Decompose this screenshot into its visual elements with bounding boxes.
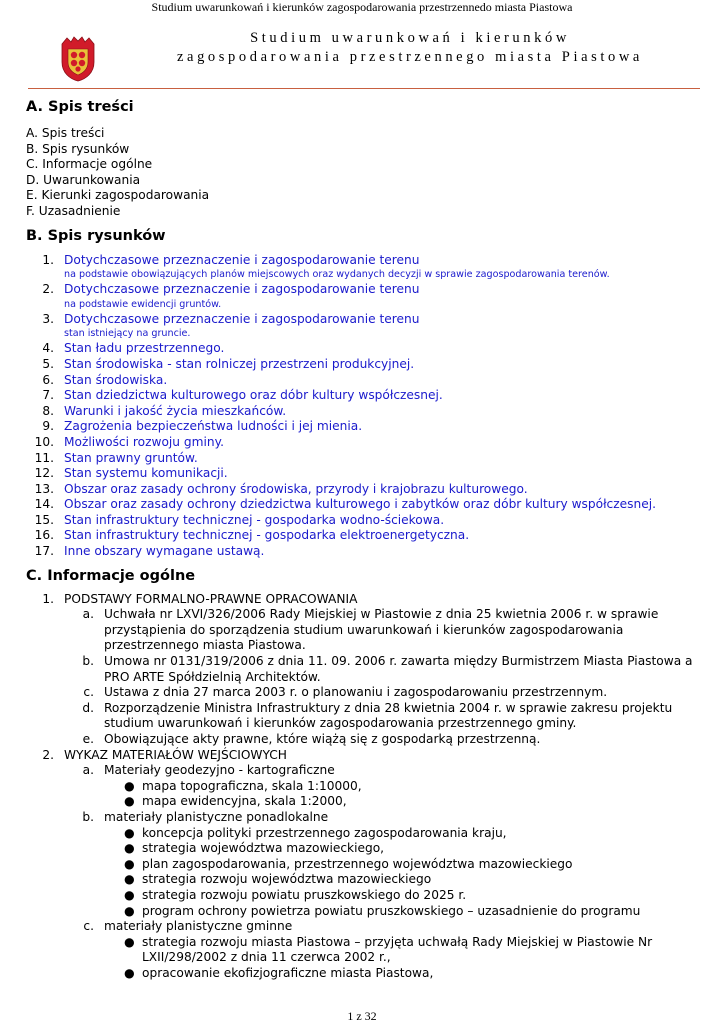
legal-item: a. Uchwała nr LXVI/326/2006 Rady Miejskiej w Piastowie z dnia 25 kwietnia 2006 r. w sprawie przystąpienia do sporządzenia studium uwarunkowań i kierunków zagospodarowania przestrzennego miasta Piastowa. (82, 607, 659, 653)
figure-item: 4. Stan ładu przestrzennego. (42, 341, 225, 356)
section-a-heading: A. Spis treści (26, 99, 134, 115)
figure-link[interactable]: Stan systemu komunikacji. (64, 466, 228, 481)
material-group-title: materiały planistyczne ponadlokalne (104, 809, 329, 824)
material-group-title: materiały planistyczne gminne (104, 919, 293, 934)
toc-item: E. Kierunki zagospodarowania (26, 188, 210, 203)
figure-subtitle: na podstawie ewidencji gruntów. (64, 298, 222, 310)
figure-link[interactable]: Obszar oraz zasady ochrony środowiska, przyrody i krajobrazu kulturowego. (64, 481, 528, 496)
figure-link[interactable]: Stan środowiska. (64, 372, 168, 387)
bullet-icon: ● (124, 934, 135, 949)
bullet-icon: ● (124, 841, 135, 856)
figure-link[interactable]: Dotychczasowe przeznaczenie i zagospodarowanie terenu (64, 311, 420, 326)
figure-item: 16. Stan infrastruktury technicznej - gospodarka elektroenergetyczna. (34, 528, 470, 543)
figure-link[interactable]: Inne obszary wymagane ustawą. (64, 544, 265, 559)
material-item: ● strategia rozwoju miasta Piastowa – przyjęta uchwałą Rady Miejskiej w Piastowie Nr LXII/298/2002 z dnia 11 czerwca 2002 r., (124, 934, 653, 965)
bullet-icon: ● (124, 856, 135, 871)
figure-item: 13. Obszar oraz zasady ochrony środowiska, przyrody i krajobrazu kulturowego. (34, 481, 528, 496)
figure-item: 15. Stan infrastruktury technicznej - gospodarka wodno-ściekowa. (34, 512, 445, 527)
toc-item: D. Uwarunkowania (26, 172, 141, 187)
legal-basis: 1. PODSTAWY FORMALNO-PRAWNE OPRACOWANIA a. Uchwała nr LXVI/326/2006 Rady Miejskiej w Piastowie z dnia 25 kwietnia 2006 r. w sprawie przystąpienia do sporządzenia studium uwarunkowań i kierunków zagospodarowania przestrzennego miasta Piastowa. b. Umowa nr 0131/319/2006 z dnia 11. 09. 2006 r. zawarta między Burmistrzem Miasta Piastowa a PRO ARTE Spółdzielnią Architektów. c. Ustawa z dnia 27 marca 2003 r. o planowaniu i zagospodarowaniu przestrzennym. d. Rozporządzenie Ministra Infrastruktury z dnia 28 kwietnia 2004 r. w sprawie zakresu projektu studium uwarunkowań i kierunków zagospodarowania przestrzennego gminy. e. Obowiązujące akty prawne, które wiążą się z gospodarką przestrzenną. (26, 592, 696, 748)
bullet-icon: ● (124, 778, 135, 793)
figure-link[interactable]: Zagrożenia bezpieczeństwa ludności i jej mienia. (64, 419, 363, 434)
material-item: ● opracowanie ekofizjograficzne miasta Piastowa, (124, 965, 434, 980)
figure-link[interactable]: Dotychczasowe przeznaczenie i zagospodarowanie terenu (64, 282, 420, 297)
material-item: ● mapa ewidencyjna, skala 1:2000, (124, 794, 347, 809)
legal-item: b. Umowa nr 0131/319/2006 z dnia 11. 09. 2006 r. zawarta między Burmistrzem Miasta Piastowa a PRO ARTE Spółdzielnią Architektów. (82, 654, 693, 684)
figure-link[interactable]: Stan środowiska - stan rolniczej przestrzeni produkcyjnej. (64, 356, 415, 371)
material-group-title: Materiały geodezyjno - kartograficzne (104, 763, 335, 778)
figure-item: 8. Warunki i jakość życia mieszkańców. (42, 403, 287, 418)
figure-link[interactable]: Warunki i jakość życia mieszkańców. (64, 403, 287, 418)
figure-item: 10. Możliwości rozwoju gminy. (34, 434, 224, 449)
figure-item: 12. Stan systemu komunikacji. (34, 466, 228, 481)
material-item: ● strategia rozwoju powiatu pruszkowskiego do 2025 r. (124, 887, 467, 902)
material-group: a. Materiały geodezyjno - kartograficzne ● mapa topograficzna, skala 1:10000, ● mapa ewidencyjna, skala 1:2000, (64, 763, 696, 810)
figure-link[interactable]: Dotychczasowe przeznaczenie i zagospodarowanie terenu (64, 252, 420, 267)
section-b-heading: B. Spis rysunków (26, 227, 166, 244)
document-title-line-2: zagospodarowania przestrzennego miasta Piastowa (177, 49, 643, 65)
input-materials: 2. WYKAZ MATERIAŁÓW WEJŚCIOWYCH a. Materiały geodezyjno - kartograficzne ● mapa topograficzna, skala 1:10000, ● mapa ewidencyjna, skala 1:2000, b. materiały planistyczne ponadlokalne ● koncepcja polityki przestrzennego zagospodarowania kraju, ● strategia województwa mazowieckiego, ● plan zagospodarowania, przestrzennego województwa mazowieckiego ● strategia rozwoju województwa mazowieckiego ● strategia rozwoju powiatu pruszkowskiego do 2025 r. ● program ochrony powietrza powiatu pruszkowskiego – uzasadnienie do programu c. materiały planistyczne gminne ● strategia rozwoju miasta Piastowa – przyjęta uchwałą Rady Miejskiej w Piastowie Nr LXII/298/2002 z dnia 11 czerwca 2002 r., ● opracowanie ekofizjograficzne miasta Piastowa, (26, 748, 696, 982)
material-group: c. materiały planistyczne gminne ● strategia rozwoju miasta Piastowa – przyjęta uchwałą Rady Miejskiej w Piastowie Nr LXII/298/2002 z dnia 11 czerwca 2002 r., ● opracowanie ekofizjograficzne miasta Piastowa, (64, 919, 696, 981)
section-c-heading: C. Informacje ogólne (26, 567, 196, 584)
legal-item: c. Ustawa z dnia 27 marca 2003 r. o planowaniu i zagospodarowaniu przestrzennym. (83, 685, 608, 700)
figure-item: 9. Zagrożenia bezpieczeństwa ludności i jej mienia. (42, 419, 363, 434)
material-item: ● plan zagospodarowania, przestrzennego województwa mazowieckiego (124, 856, 573, 871)
toc-item: F. Uzasadnienie (26, 203, 121, 218)
bullet-icon: ● (124, 903, 135, 918)
material-item: ● strategia rozwoju województwa mazowieckiego (124, 872, 432, 887)
material-item: ● mapa topograficzna, skala 1:10000, (124, 778, 362, 793)
figure-subtitle: na podstawie obowiązujących planów miejscowych oraz wydanych decyzji w sprawie zagospodarowania terenów. (64, 269, 610, 281)
toc-item: A. Spis treści (26, 126, 105, 140)
toc-item: C. Informacje ogólne (26, 157, 153, 172)
figure-item: 6. Stan środowiska. (42, 372, 168, 387)
running-header: Studium uwarunkowań i kierunków zagospodarowania przestrzennedo miasta Piastowa (151, 0, 573, 14)
figure-item: 5. Stan środowiska - stan rolniczej przestrzeni produkcyjnej. (42, 356, 415, 371)
figure-link[interactable]: Stan infrastruktury technicznej - gospodarka elektroenergetyczna. (64, 528, 470, 543)
material-item: ● strategia województwa mazowieckiego, (124, 841, 385, 856)
legal-item: d. Rozporządzenie Ministra Infrastruktury z dnia 28 kwietnia 2004 r. w sprawie zakresu projektu studium uwarunkowań i kierunków zagospodarowania przestrzennego gminy. (82, 700, 673, 731)
figure-subtitle: stan istniejący na gruncie. (64, 328, 191, 340)
toc-list (26, 126, 696, 220)
piastow-coat-of-arms (60, 36, 96, 82)
figure-item: 2. Dotychczasowe przeznaczenie i zagospodarowanie terenu na podstawie ewidencji gruntów. (26, 282, 696, 312)
figure-item: 1. Dotychczasowe przeznaczenie i zagospodarowanie terenu na podstawie obowiązujących planów miejscowych oraz wydanych decyzji w sprawie zagospodarowania terenów. (26, 253, 696, 283)
toc-item: B. Spis rysunków (26, 141, 130, 156)
bullet-icon: ● (124, 794, 135, 809)
figure-item: 11. Stan prawny gruntów. (34, 450, 198, 465)
figure-link[interactable]: Stan infrastruktury technicznej - gospodarka wodno-ściekowa. (64, 512, 445, 527)
bullet-icon: ● (124, 965, 135, 980)
input-materials-title: WYKAZ MATERIAŁÓW WEJŚCIOWYCH (64, 747, 287, 762)
figure-link[interactable]: Stan ładu przestrzennego. (64, 341, 225, 356)
bullet-icon: ● (124, 872, 135, 887)
bullet-icon: ● (124, 825, 135, 840)
figure-link[interactable]: Obszar oraz zasady ochrony dziedzictwa kulturowego i zabytków oraz dóbr kultury współczesnej. (64, 497, 656, 512)
figure-link[interactable]: Stan prawny gruntów. (64, 450, 198, 465)
figure-link[interactable]: Możliwości rozwoju gminy. (64, 434, 224, 449)
material-group: b. materiały planistyczne ponadlokalne ● koncepcja polityki przestrzennego zagospodarowania kraju, ● strategia województwa mazowieckiego, ● plan zagospodarowania, przestrzennego województwa mazowieckiego ● strategia rozwoju województwa mazowieckiego ● strategia rozwoju powiatu pruszkowskiego do 2025 r. ● program ochrony powietrza powiatu pruszkowskiego – uzasadnienie do programu (64, 810, 696, 919)
document-title-line-1: Studium uwarunkowań i kierunków (250, 30, 570, 46)
bullet-icon: ● (124, 887, 135, 902)
material-item: ● program ochrony powietrza powiatu pruszkowskiego – uzasadnienie do programu (124, 903, 641, 918)
page-number: 1 z 32 (347, 1009, 377, 1023)
figure-item: 14. Obszar oraz zasady ochrony dziedzictwa kulturowego i zabytków oraz dóbr kultury współczesnej. (34, 497, 656, 512)
figure-item: 17. Inne obszary wymagane ustawą. (34, 544, 265, 559)
legal-basis-title: PODSTAWY FORMALNO-PRAWNE OPRACOWANIA (64, 591, 358, 606)
figure-link[interactable]: Stan dziedzictwa kulturowego oraz dóbr kultury współczesnej. (64, 388, 443, 403)
figure-item: 3. Dotychczasowe przeznaczenie i zagospodarowanie terenu stan istniejący na gruncie. (26, 312, 696, 342)
page-content (26, 97, 696, 982)
figure-list (26, 253, 696, 560)
figure-item: 7. Stan dziedzictwa kulturowego oraz dóbr kultury współczesnej. (42, 388, 443, 403)
material-item: ● koncepcja polityki przestrzennego zagospodarowania kraju, (124, 825, 507, 840)
general-information (26, 592, 696, 982)
header-divider (28, 88, 700, 89)
legal-item: e. Obowiązujące akty prawne, które wiążą się z gospodarką przestrzenną. (82, 732, 541, 746)
